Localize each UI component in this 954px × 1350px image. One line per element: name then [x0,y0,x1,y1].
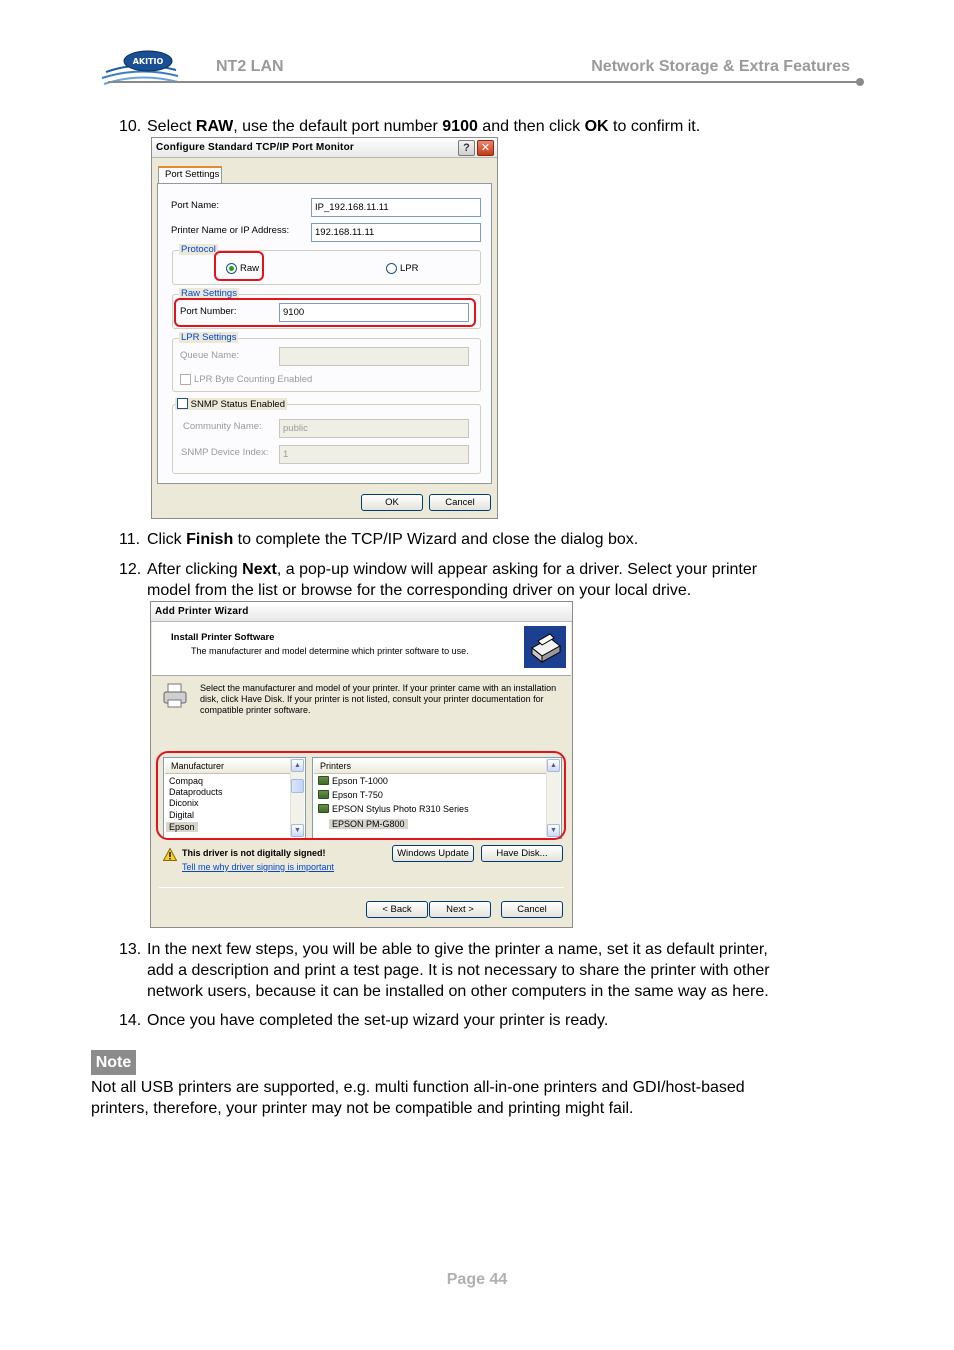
driver-signing-link[interactable]: Tell me why driver signing is important [182,862,335,872]
wizard-heading: Install Printer Software [171,632,275,643]
dialog-titlebar [152,138,497,158]
header-divider-dot [856,78,864,86]
manufacturer-item[interactable]: Compaq [169,776,204,786]
akitio-logo [100,44,180,92]
wizard-subheading: The manufacturer and model determine which printer software to use. [191,646,469,656]
page-number: Page 44 [446,1271,508,1288]
queue-name-label: Queue Name: [180,350,240,361]
ip-address-label: Printer Name or IP Address: [171,225,290,236]
manufacturer-item[interactable]: Diconix [169,798,199,808]
raw-highlight [214,251,264,281]
lpr-byte-label: LPR Byte Counting Enabled [194,374,313,385]
snmp-label: SNMP Status Enabled [190,399,285,410]
manufacturer-item[interactable]: Dataproducts [169,787,223,797]
community-name-input[interactable]: public [279,419,469,438]
port-number-label: Port Number: [180,306,237,317]
wizard-cancel-button[interactable]: Cancel [501,901,563,918]
wizard-header [152,622,571,676]
wizard-instruction-2: disk, click Have Disk. If your printer is not listed, consult your printer documentation for [200,694,544,704]
printer-item-selected[interactable]: EPSON PM-G800 [329,819,408,829]
driver-list-highlight [156,751,566,840]
note-text: Not all USB printers are supported, e.g. multi function all-in-one printers and GDI/host-based printers, therefore, your printer may not be compatible and printing might fail. [91,1079,745,1117]
snmp-checkbox[interactable] [177,398,188,409]
tcpip-port-dialog [151,137,498,519]
port-name-label: Port Name: [171,200,220,211]
scroll-up-icon[interactable]: ▲ [291,759,304,772]
lpr-radio[interactable] [386,263,397,274]
snmp-index-input[interactable]: 1 [279,445,469,464]
wizard-divider [159,887,564,888]
warning-icon [163,848,177,861]
help-icon[interactable]: ? [458,140,475,156]
wizard-instruction-1: Select the manufacturer and model of your printer. If your printer came with an installation [200,683,557,693]
cancel-button[interactable]: Cancel [429,494,491,511]
printer-item[interactable]: Epson T-750 [318,790,383,800]
ok-button[interactable]: OK [361,494,423,511]
printer-icon [161,682,189,710]
lpr-byte-checkbox[interactable] [180,374,191,385]
scroll-down-icon[interactable]: ▼ [547,824,560,837]
tab-panel [157,183,492,484]
protocol-group-title: Protocol [181,244,216,255]
tab-port-settings[interactable]: Port Settings [158,166,222,184]
snmp-group [172,399,481,474]
port-number-input[interactable]: 9100 [279,303,469,322]
add-printer-wizard [150,601,573,928]
header-divider [108,81,860,83]
ip-address-input[interactable]: 192.168.11.11 [311,223,481,242]
snmp-index-label: SNMP Device Index: [181,447,269,458]
port-name-input[interactable]: IP_192.168.11.11 [311,198,481,217]
step-13: 13. In the next few steps, you will be able to give the printer a name, set it as default printer, add a description and print a test page. It is not necessary to share the printer with other network users, because it can be installed on other computers in the same way as here. [119,941,770,1000]
unsigned-driver-warning: This driver is not digitally signed! [182,848,326,858]
raw-label: Raw [240,263,260,274]
lpr-settings-group [172,332,481,392]
scroll-up-icon[interactable]: ▲ [547,759,560,772]
raw-settings-title: Raw Settings [181,288,237,299]
step-12: 12. After clicking Next, a pop-up window will appear asking for a driver. Select your printer model from the list or browse for the corresponding driver on your local drive. [119,561,758,599]
manufacturer-header: Manufacturer [165,759,290,774]
printer-wizard-icon [524,626,566,668]
printer-item[interactable]: Epson T-1000 [318,776,388,786]
dialog-title: Configure Standard TCP/IP Port Monitor [156,142,354,153]
scroll-down-icon[interactable]: ▼ [291,824,304,837]
printers-header: Printers [314,759,546,774]
svg-text:AKITIO: AKITIO [132,57,164,66]
community-name-label: Community Name: [183,421,262,432]
next-button[interactable]: Next > [429,901,491,918]
have-disk-button[interactable]: Have Disk... [481,845,563,862]
manufacturer-item[interactable]: Digital [169,810,195,820]
windows-update-button[interactable]: Windows Update [392,845,474,862]
port-number-highlight [174,298,476,327]
header-product: NT2 LAN [216,58,284,75]
wizard-instruction-3: compatible printer software. [200,705,311,715]
wizard-title: Add Printer Wizard [155,606,249,617]
lpr-label: LPR [400,263,419,274]
close-icon[interactable]: ✕ [477,140,494,156]
lpr-settings-title: LPR Settings [181,332,237,343]
manufacturer-item-selected[interactable]: Epson [166,822,198,832]
printer-item[interactable]: EPSON Stylus Photo R310 Series [318,804,469,814]
queue-name-input[interactable] [279,347,469,366]
wizard-titlebar [151,602,572,622]
note-badge: Note [91,1050,136,1075]
header-section: Network Storage & Extra Features [591,58,850,75]
back-button[interactable]: < Back [366,901,428,918]
